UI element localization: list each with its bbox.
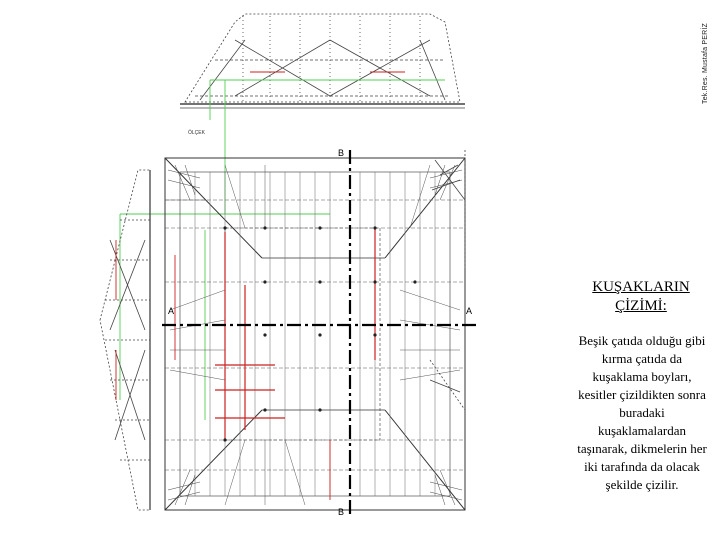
text-panel: [566, 272, 716, 534]
section-label-b-top: B: [338, 148, 345, 158]
section-label-b-bottom: B: [338, 507, 345, 517]
title-line-2: ÇİZİMİ:: [615, 298, 667, 314]
small-note-label: ÖLÇEK: [188, 130, 205, 136]
hip-jack-rafters: [165, 165, 460, 505]
left-elevation: [100, 170, 150, 510]
node-markers: [223, 226, 416, 441]
panel-body-text: Beşik çatıda olduğu gibi kırma çatıda da kuşaklama boyları, kesitler çizildikten sonra buradaki kuşaklamalardan taşınarak, dikmelerin her iki tarafında da olacak şekilde çizilir.: [577, 333, 707, 492]
section-label-a-left: A: [168, 306, 175, 316]
panel-title: [566, 278, 716, 316]
section-label-a-right: A: [466, 306, 473, 316]
roof-plan-rafters: [195, 172, 435, 496]
top-elevation: [180, 14, 465, 108]
author-credit: Tek.Res. Mustafa PERİZ: [702, 22, 709, 104]
title-line-1: KUŞAKLARIN: [592, 279, 690, 295]
projection-lines: [120, 80, 445, 420]
